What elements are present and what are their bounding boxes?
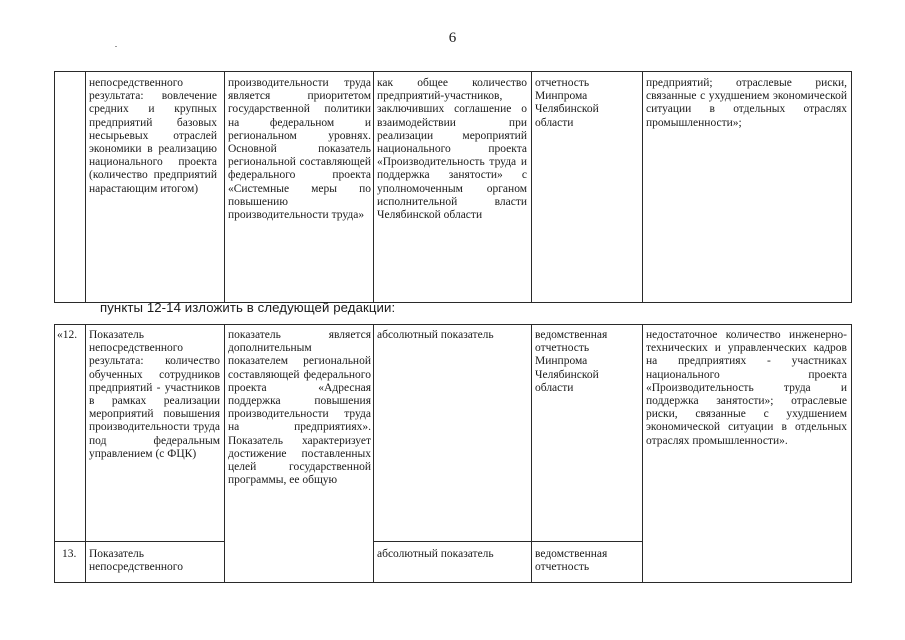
cont-col1-text: непосредственного результата: вовлечение средних и крупных предприятий базовых несырьевых отраслей экономики в реализацию национального проекта (количество предприятий нарастающим итогом) <box>89 77 217 195</box>
cont-col3-text: как общее количество предприятий-участников, заключивших соглашение о взаимодействии при реализации мероприятий национального проекта «Производительность труда и поддержка занятости» с уполномоченным органом исполнительной власти Челябинской области <box>377 77 527 222</box>
row12-col5-text: недостаточное количество инженерно-технических и управленческих кадров на предприятиях - участниках национального проекта «Производительность труда и поддержка занятости»; отраслевые риски, связанные с ухудшением экономической ситуации в отдельных отраслях промышленности». <box>646 329 847 447</box>
interline-instruction: пункты 12-14 изложить в следующей редакции: <box>100 300 396 315</box>
page-number: 6 <box>448 30 457 46</box>
cont-col4-text: отчетность Минпрома Челябинской области <box>535 77 599 129</box>
cont-col5-text: предприятий; отраслевые риски, связанные с ухудшением экономической ситуации в отдельных отраслях промышленности»; <box>646 77 847 129</box>
row12-col2-text: показатель является дополнительным показателем региональной составляющей федерального проекта «Адресная поддержка повышения производительности труда на предприятиях». Показатель характеризует достижение поставленных целей государственной программы, ее общую <box>228 329 371 487</box>
row12-col3-text: абсолютный показатель <box>377 329 494 341</box>
row12-col1-text: Показатель непосредственного результата: количество обученных сотрудников предприятий - участников в рамках реализации мероприятий повышения производительности труда под федеральным управлением (с ФЦК) <box>89 329 220 460</box>
row12-col4-text: ведомственная отчетность Минпрома Челябинской области <box>535 329 608 394</box>
cont-col2-text: производительности труда является приоритетом государственной политики на федеральном и региональном уровнях. Основной показатель региональной составляющей федерального проекта «Системные меры по повышению производительности труда» <box>228 77 371 222</box>
row13-number: 13. <box>62 548 77 560</box>
row13-col4-text: ведомственная отчетность <box>535 548 608 574</box>
row13-col1-text: Показатель непосредственного <box>89 548 183 574</box>
row12-number: «12. <box>57 329 78 341</box>
row13-col3-text: абсолютный показатель <box>377 548 494 560</box>
